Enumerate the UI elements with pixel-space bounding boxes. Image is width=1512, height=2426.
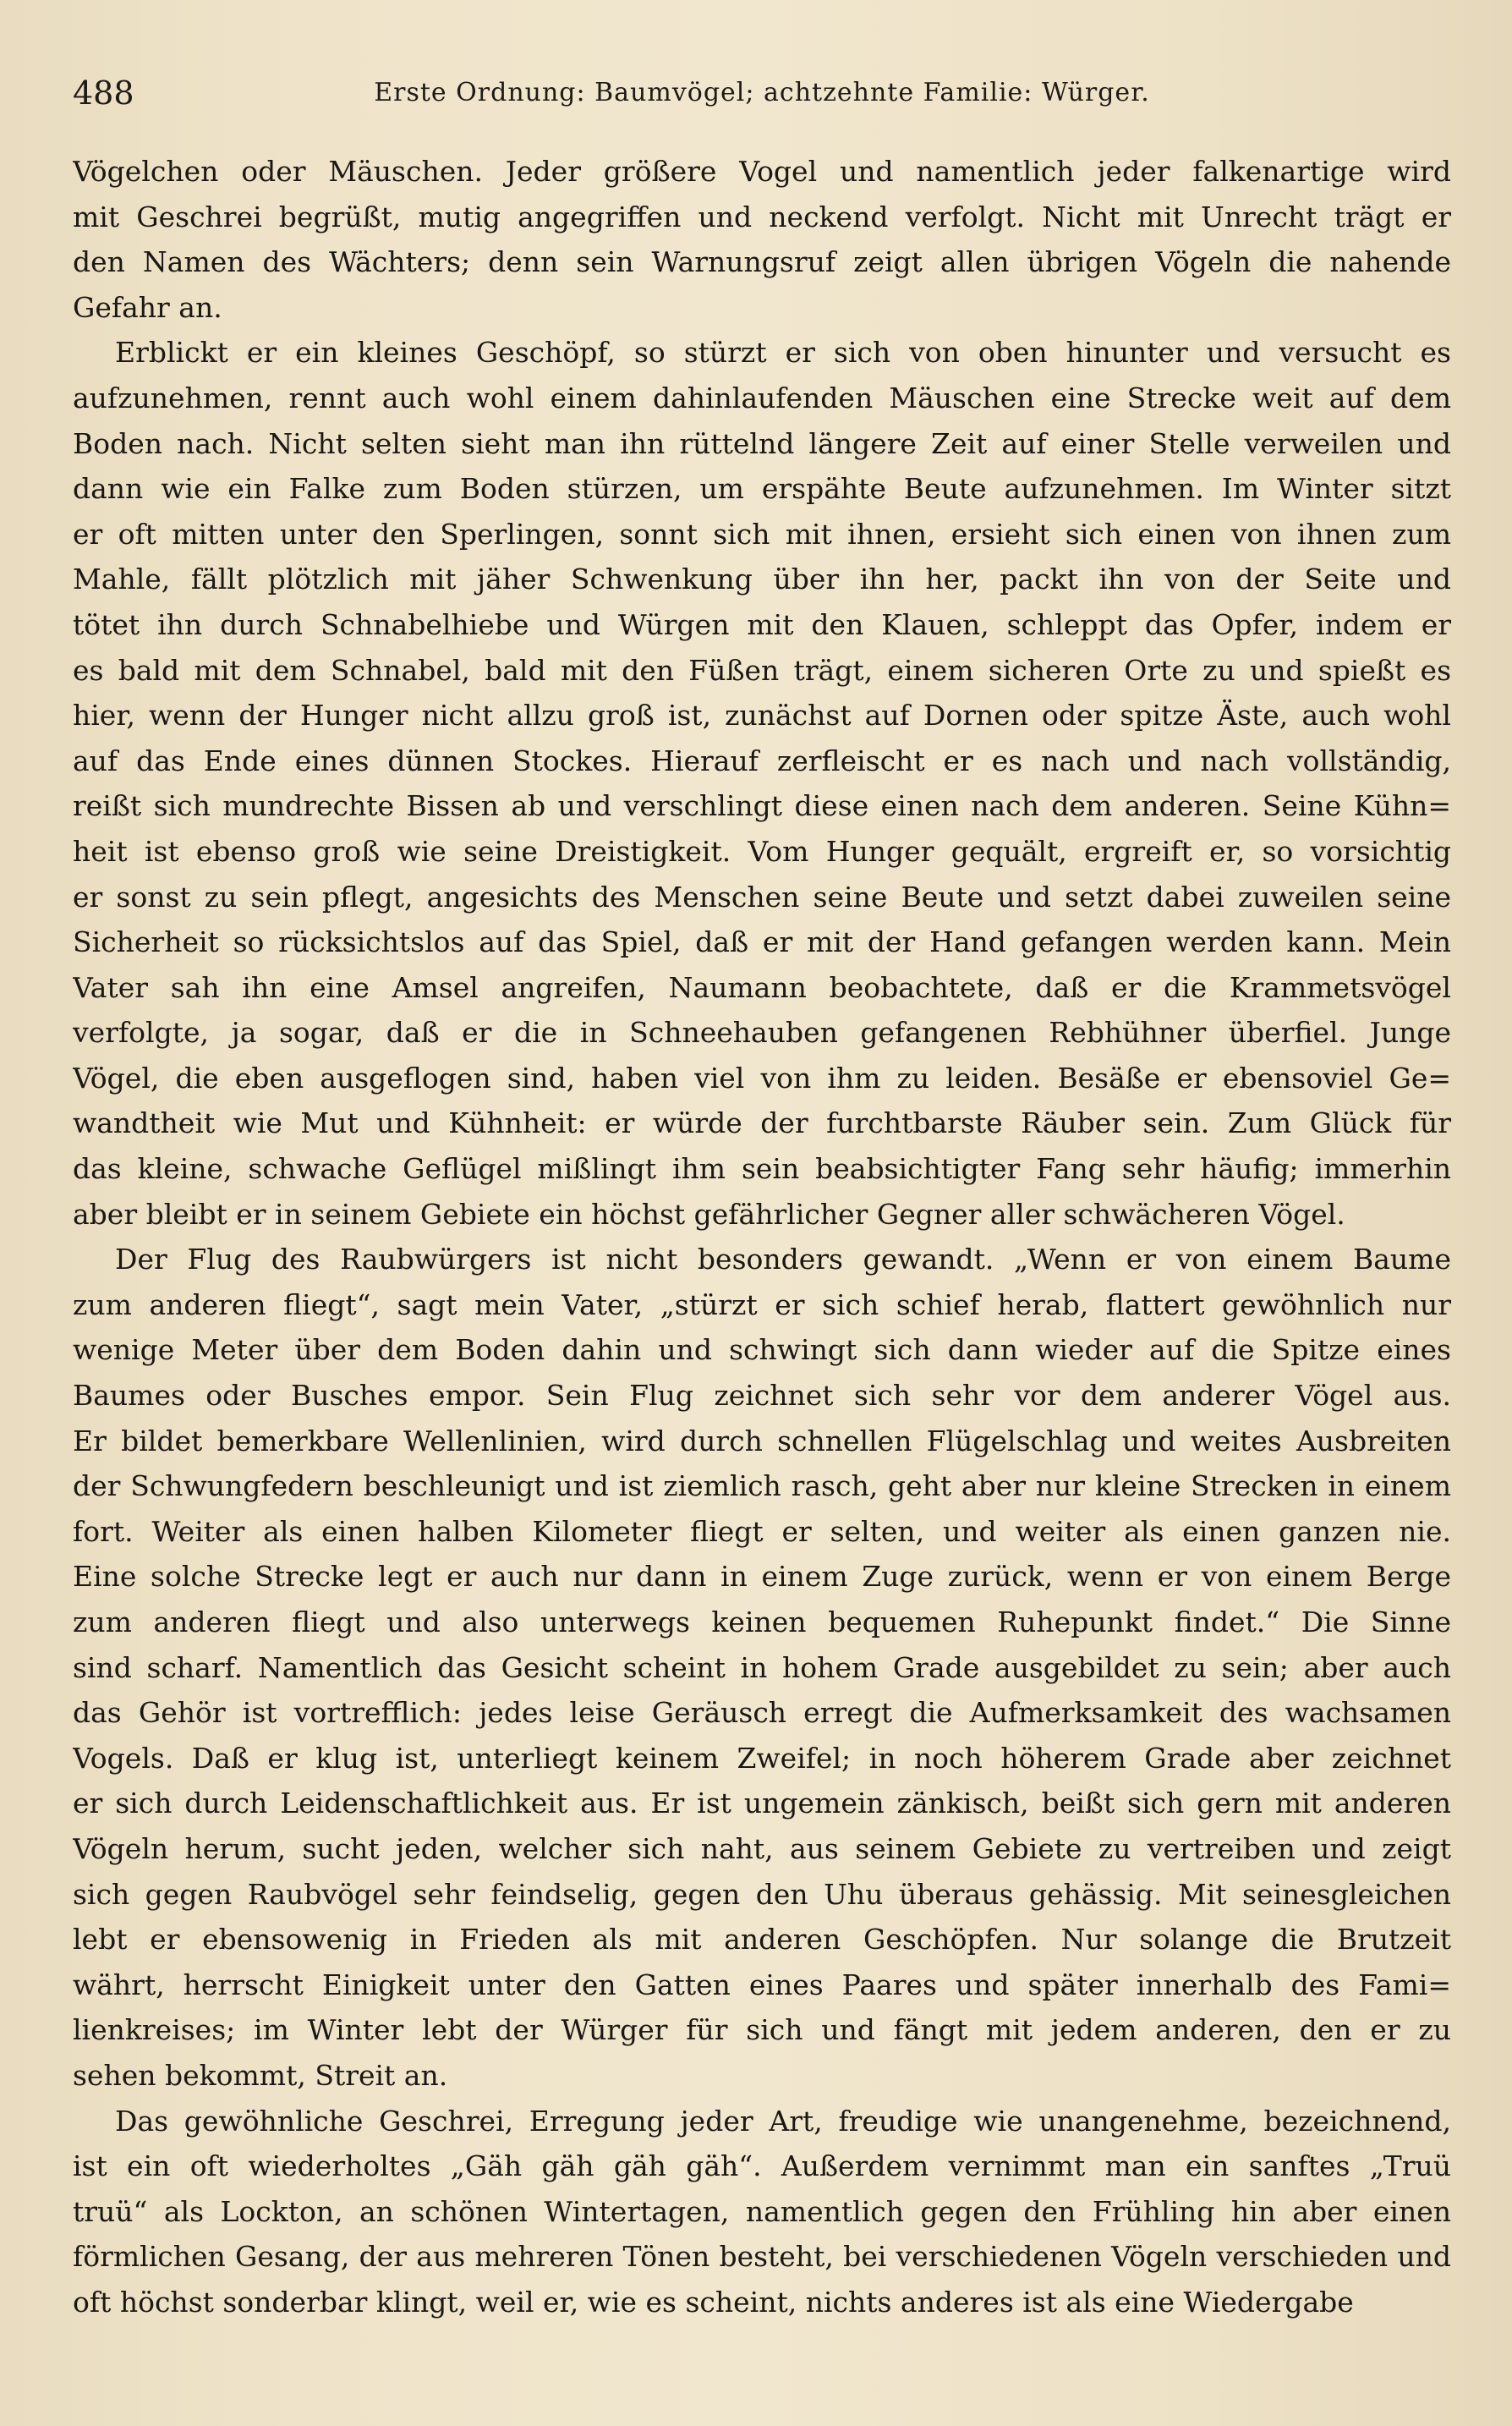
- text-line: dann wie ein Falke zum Boden stürzen, um erspähte Beute aufzunehmen. Im Winter sitzt: [73, 472, 1451, 506]
- text-line: Vögel, die eben ausgeflogen sind, haben viel von ihm zu leiden. Besäße er ebensoviel Ge=: [73, 1061, 1451, 1095]
- text-line: Vogels. Daß er klug ist, unterliegt keinem Zweifel; in noch höherem Grade aber zeichnet: [73, 1741, 1451, 1775]
- text-line: hier, wenn der Hunger nicht allzu groß ist, zunächst auf Dornen oder spitze Äste, auch wohl: [73, 699, 1451, 733]
- text-line: das kleine, schwache Geflügel mißlingt ihm sein beabsichtigter Fang sehr häufig; immerhin: [73, 1152, 1451, 1186]
- page-header: [73, 74, 1451, 125]
- text-line: Vögelchen oder Mäuschen. Jeder größere Vogel und namentlich jeder falkenartige wird: [73, 155, 1451, 188]
- page-number: 488: [73, 74, 134, 112]
- text-line: aber bleibt er in seinem Gebiete ein höchst gefährlicher Gegner aller schwächeren Vögel.: [73, 1197, 1345, 1231]
- text-line: Mahle, fällt plötzlich mit jäher Schwenkung über ihn her, packt ihn von der Seite und: [73, 563, 1451, 596]
- text-line: er oft mitten unter den Sperlingen, sonnt sich mit ihnen, ersieht sich einen von ihnen zum: [73, 517, 1451, 551]
- text-line: lienkreises; im Winter lebt der Würger für sich und fängt mit jedem anderen, den er zu: [73, 2013, 1451, 2047]
- text-line: der Schwungfedern beschleunigt und ist ziemlich rasch, geht aber nur kleine Strecken in einem: [73, 1469, 1451, 1503]
- paragraph: [73, 1237, 1451, 2098]
- text-line: währt, herrscht Einigkeit unter den Gatten eines Paares und später innerhalb des Fami=: [73, 1968, 1451, 2001]
- text-line: Vögeln herum, sucht jeden, welcher sich naht, aus seinem Gebiete zu vertreiben und zeigt: [73, 1831, 1451, 1865]
- text-line: ist ein oft wiederholtes „Gäh gäh gäh gäh“. Außerdem vernimmt man ein sanftes „Truü: [73, 2149, 1451, 2183]
- text-line: oft höchst sonderbar klingt, weil er, wie es scheint, nichts anderes ist als eine Wiedergabe: [73, 2285, 1354, 2319]
- text-line: Das gewöhnliche Geschrei, Erregung jeder Art, freudige wie unangenehme, bezeichnend,: [115, 2104, 1451, 2138]
- text-line: den Namen des Wächters; denn sein Warnungsruf zeigt allen übrigen Vögeln die nahende: [73, 245, 1451, 279]
- text-line: wandtheit wie Mut und Kühnheit: er würde der furchtbarste Räuber sein. Zum Glück für: [73, 1106, 1451, 1140]
- text-line: Baumes oder Busches empor. Sein Flug zeichnet sich sehr vor dem anderer Vögel aus.: [73, 1379, 1451, 1413]
- paragraph: [73, 330, 1451, 1237]
- text-line: Eine solche Strecke legt er auch nur dann in einem Zuge zurück, wenn er von einem Berge: [73, 1560, 1451, 1594]
- text-line: reißt sich mundrechte Bissen ab und verschlingt diese einen nach dem anderen. Seine Kühn=: [73, 789, 1451, 823]
- text-line: Er bildet bemerkbare Wellenlinien, wird durch schnellen Flügelschlag und weites Ausbreiten: [73, 1424, 1451, 1457]
- text-line: er sonst zu sein pflegt, angesichts des Menschen seine Beute und setzt dabei zuweilen seine: [73, 880, 1451, 914]
- text-line: tötet ihn durch Schnabelhiebe und Würgen mit den Klauen, schleppt das Opfer, indem er: [73, 607, 1451, 641]
- paragraph: [73, 149, 1451, 330]
- text-line: zum anderen fliegt und also unterwegs keinen bequemen Ruhepunkt findet.“ Die Sinne: [73, 1605, 1451, 1638]
- text-line: sehen bekommt, Streit an.: [73, 2058, 448, 2092]
- text-line: sich gegen Raubvögel sehr feindselig, gegen den Uhu überaus gehässig. Mit seinesgleichen: [73, 1877, 1451, 1911]
- text-line: Gefahr an.: [73, 290, 222, 324]
- text-line: truü“ als Lockton, an schönen Wintertagen, namentlich gegen den Frühling hin aber einen: [73, 2194, 1451, 2228]
- text-line: auf das Ende eines dünnen Stockes. Hierauf zerfleischt er es nach und nach vollständig,: [73, 744, 1451, 777]
- text-line: er sich durch Leidenschaftlichkeit aus. Er ist ungemein zänkisch, beißt sich gern mit anderen: [73, 1787, 1451, 1820]
- text-line: aufzunehmen, rennt auch wohl einem dahinlaufenden Mäuschen eine Strecke weit auf dem: [73, 381, 1451, 414]
- text-line: lebt er ebensowenig in Frieden als mit anderen Geschöpfen. Nur solange die Brutzeit: [73, 1923, 1451, 1957]
- text-line: wenige Meter über dem Boden dahin und schwingt sich dann wieder auf die Spitze eines: [73, 1333, 1451, 1367]
- text-line: Sicherheit so rücksichtslos auf das Spiel, daß er mit der Hand gefangen werden kann. Mein: [73, 925, 1451, 959]
- text-line: heit ist ebenso groß wie seine Dreistigkeit. Vom Hunger gequält, ergreift er, so vorsichtig: [73, 834, 1451, 868]
- text-line: Vater sah ihn eine Amsel angreifen, Naumann beobachtete, daß er die Krammetsvögel: [73, 970, 1451, 1004]
- text-line: das Gehör ist vortrefflich: jedes leise Geräusch erregt die Aufmerksamkeit des wachsamen: [73, 1696, 1451, 1730]
- body-text: [73, 149, 1451, 2325]
- text-line: Boden nach. Nicht selten sieht man ihn rüttelnd längere Zeit auf einer Stelle verweilen und: [73, 426, 1451, 460]
- text-line: es bald mit dem Schnabel, bald mit den Füßen trägt, einem sicheren Orte zu und spießt es: [73, 653, 1451, 687]
- text-line: förmlichen Gesang, der aus mehreren Tönen besteht, bei verschiedenen Vögeln verschieden und: [73, 2240, 1451, 2274]
- text-line: sind scharf. Namentlich das Gesicht scheint in hohem Grade ausgebildet zu sein; aber auch: [73, 1650, 1451, 1684]
- text-line: zum anderen fliegt“, sagt mein Vater, „stürzt er sich schief herab, flattert gewöhnlich nur: [73, 1287, 1451, 1321]
- paragraph: [73, 2099, 1451, 2325]
- text-line: fort. Weiter als einen halben Kilometer fliegt er selten, und weiter als einen ganzen nie.: [73, 1514, 1451, 1548]
- text-line: Der Flug des Raubwürgers ist nicht besonders gewandt. „Wenn er von einem Baume: [115, 1243, 1451, 1276]
- text-line: mit Geschrei begrüßt, mutig angegriffen und neckend verfolgt. Nicht mit Unrecht trägt er: [73, 200, 1451, 233]
- running-head: Erste Ordnung: Baumvögel; achtzehnte Familie: Würger.: [374, 78, 1150, 107]
- text-line: Erblickt er ein kleines Geschöpf, so stürzt er sich von oben hinunter und versucht es: [115, 336, 1451, 370]
- text-line: verfolgte, ja sogar, daß er die in Schneehauben gefangenen Rebhühner überfiel. Junge: [73, 1016, 1451, 1050]
